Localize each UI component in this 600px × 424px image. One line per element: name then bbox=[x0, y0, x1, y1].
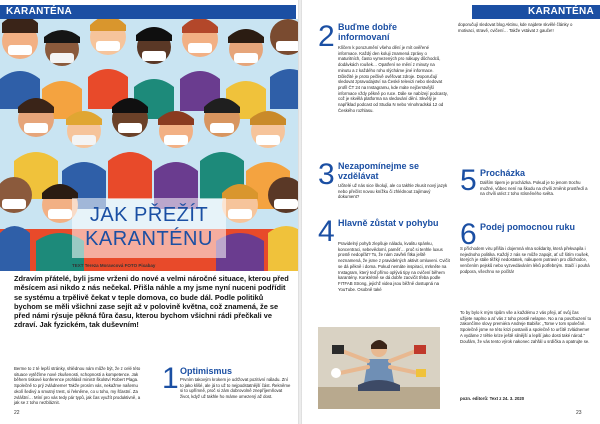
header-bar-left bbox=[0, 5, 296, 19]
section-1-body: Prvním takovým krokem je udržovat pozitivní náladu. Zní to jako klišé, ale já to už to nejpodstatnější část. Řekněme si to upřímně, proč si zám dobrovolně znepříjemňovat život, když už takhle ho máme omezený až dost. bbox=[180, 377, 291, 400]
page-number-left: 22 bbox=[14, 410, 20, 416]
section-5-body: Dalším tipem je procházka. Pokud je to jenom trochu možné, vůbec není na škodu na chvíli změnit prostředí a na chvíli utéct z toho stísněného světa. bbox=[480, 180, 588, 197]
meditation-photo bbox=[318, 327, 440, 409]
section-1-number: 1 bbox=[162, 362, 179, 395]
photo-credit: TEXT Tereza Moravcová FOTO Pixabay bbox=[72, 263, 156, 268]
article-title-line-1: JAK PŘEŽÍT bbox=[89, 204, 209, 226]
section-1-title: Optimismus bbox=[180, 366, 233, 376]
header-bar-right bbox=[472, 5, 600, 19]
section-2-title: Buďme dobře informovaní bbox=[338, 22, 397, 42]
article-lead: Zdravím přátelé, byli jsme vrženi do nové a velmi náročné situace, kterou před měsícem asi nikdo z nás nečekal. Přišla náhle a my jsme nyní nuceni podřídit se systému a trpělivě čekat v teple domova, co bude dál. Podle politiků bychom se měli všichni zase sejít až v polovině května, což znamená, že se před námi rýsuje pěkná fůra času, kterou bychom všichni rádi přečkali ve zdraví. Jak fyzickém, tak duševním! bbox=[14, 274, 289, 330]
section-3-number: 3 bbox=[318, 158, 335, 191]
section-6-body: S příchodem viru přišla i dojemná vlna solidarity, která překvapila i nejednoho politika. Každý z nás se může zapojit, ať už šitím roušek, kterých je stále těžký nedostatek, nákupem potravin pro důchodce, venčením pejsků nebo vyzvedáváním léků potřebným. Stačí i pouhá podpora, všechno se počítá! bbox=[460, 246, 590, 274]
section-6-title: Podej pomocnou ruku bbox=[480, 222, 576, 232]
article-closing: To by bylo k mým tipům vše a každému z vás přeji, ať svůj čas užijete naplno a ať vás z toho prostě nelapne. No a na povzbuzení to zakončíme slovy premiéra Andreje Babiše: „Tome v tom společně. Společně jsme se této krizi postavili a společně to určitě zvládneme! A vydáme z téhle krize ještě silnější a lepší jako dosti také národ." Doufám, že vás tento výrok nakonec zahřál u srdíčka a opatrujte se. bbox=[460, 310, 592, 344]
editor-note: pozn. editorů: Text z 24. 3. 2020 bbox=[460, 396, 525, 401]
page-number-right: 23 bbox=[576, 410, 582, 416]
section-5-number: 5 bbox=[460, 164, 477, 197]
section-label-right: KARANTÉNA bbox=[527, 6, 594, 17]
section-4-body: Pravidelný pohyb zlepšuje náladu, kvalitu spánku, koncentraci, sebevědomí, paměť… proč si tenhle luxus prostě nedopřát? To, že nám zavřeli fitka ještě neznamená, že jsme z pravidelných aktivit omluveni. Cvičit se dá pěkně i doma. Pokud nemáte inspiraci, mrkněte na Instagram, který teď přímo oplývá tipy na cvičení během karantény. Konkrétně se dá dobře zacvičit třeba podle FITFAB Strong, jejichž videa jsou běžně dostupná na YouTube. Osobně také bbox=[338, 241, 450, 292]
section-2-body: Klíčem k porozumění všeho dění je mít ověřené informace. Každý den koluji znamená zprávy o maturitních, často vymezených pro nákupy důchodců, dodávkách roušek… Opatření se mění z minuty na minutu a z každého rohu slýcháme jiné informace. Důležité je proto pečlivě ověřovat zdroje. Doporučují sledovat zpravodajství na České televizi nebo sledovat profil ČT 24 na Instagramu, kde máte nejčerstvější informace vždy pěkně po ruce. Dále se nabízejí podcasty, což je skvělá platforma na sledování dění. Skvělý je například podcast od Studia N nebo Vinohradská 12 od Českého rozhlasu. bbox=[338, 45, 448, 113]
section-3-body: Učitelé už nás sice školují, ale co takhle zkusit nový jazyk nebo přečíst novou knížku či zhlédnout zajímavý dokument? bbox=[338, 183, 448, 200]
section-4-continuation: doporučují sledovat blog Aktinu, kde najdete skvělé články o motivaci, stravě, cvičení… Takže vstávat z gauče!! bbox=[458, 22, 573, 33]
section-2-number: 2 bbox=[318, 20, 335, 53]
section-3-title: Nezapomínejme se vzdělávat bbox=[338, 161, 420, 181]
article-title-box bbox=[72, 198, 226, 258]
section-6-number: 6 bbox=[460, 218, 477, 251]
article-intro: Berme to z té lepší stránky, shlédnou nám může být, že z celé této situace vytěžíme nové zkušenosti, schopnosti a kompetence. Jak během tiskové konference prohlásil ministr školství Robert Plaga. Společně to prý zvládneme! Takže prosím vás, nekažme našemu okolí šedivý a smutný trest, si řekněme, co u toho, my šťastní. Za zvláštní… Míní pro vás tedy pár typů, jak čas využít produktivně, a jak se z toho nezbláznit. bbox=[14, 366, 141, 406]
left-page bbox=[0, 0, 298, 424]
article-title-line-2: KARANTÉNU bbox=[85, 228, 213, 250]
section-5-title: Procházka bbox=[480, 168, 526, 178]
meditating-woman-illustration bbox=[318, 327, 440, 409]
section-4-title: Hlavně zůstat v pohybu bbox=[338, 218, 439, 228]
section-4-number: 4 bbox=[318, 215, 335, 248]
section-label-left: KARANTÉNA bbox=[6, 6, 73, 17]
